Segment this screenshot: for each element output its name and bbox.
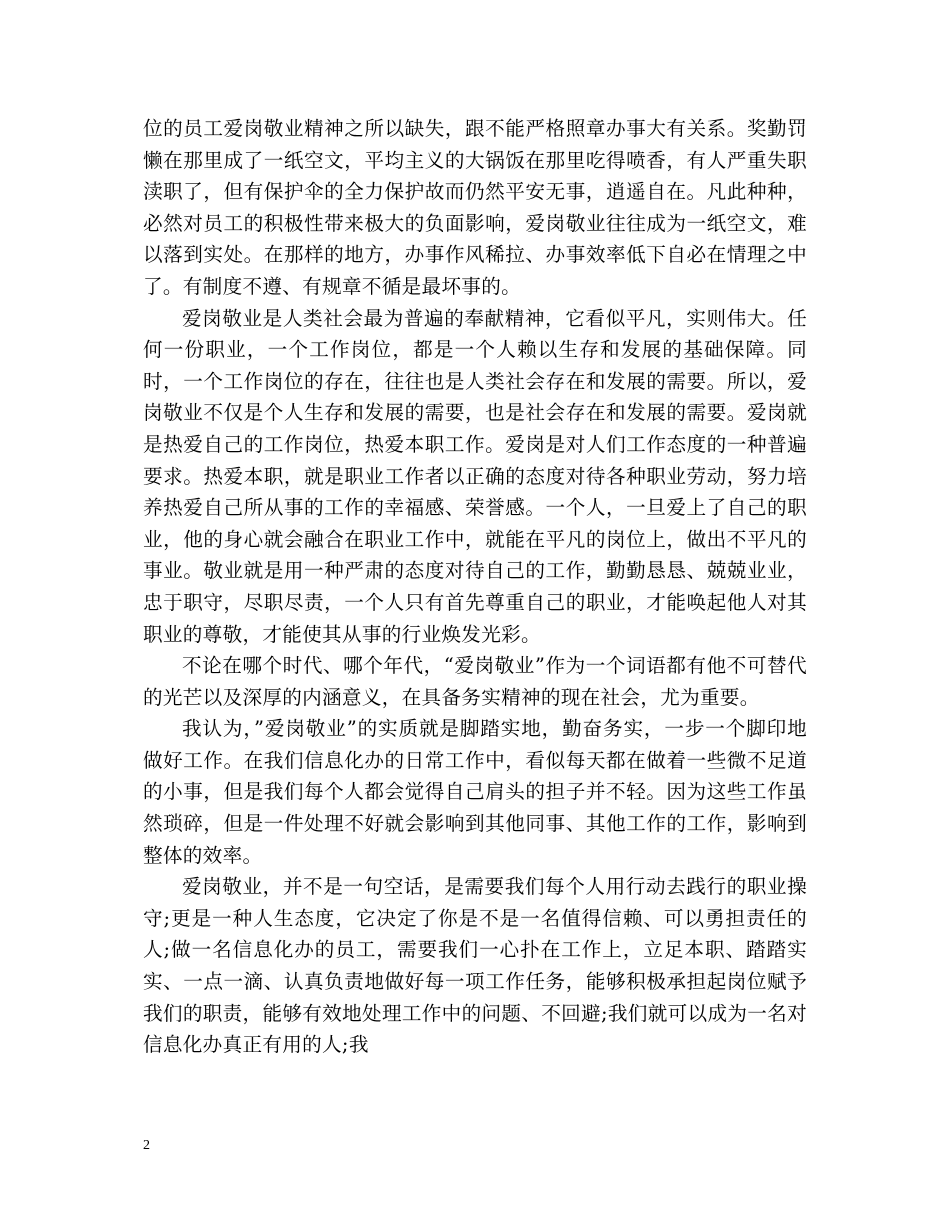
page-number: 2 <box>143 1138 150 1153</box>
paragraph-2: 爱岗敬业是人类社会最为普遍的奉献精神，它看似平凡，实则伟大。任何一份职业，一个工作岗位，都是一个人赖以生存和发展的基础保障。同时，一个工作岗位的存在，往往也是人类社会存在和发展的需要。所以，爱岗敬业不仅是个人生存和发展的需要，也是社会存在和发展的需要。爱岗就是热爱自己的工作岗位，热爱本职工作。爱岗是对人们工作态度的一种普遍要求。热爱本职，就是职业工作者以正确的态度对待各种职业劳动，努力培养热爱自己所从事的工作的幸福感、荣誉感。一个人，一旦爱上了自己的职业，他的身心就会融合在职业工作中，就能在平凡的岗位上，做出不平凡的事业。敬业就是用一种严肃的态度对待自己的工作，勤勤恳恳、兢兢业业，忠于职守，尽职尽责，一个人只有首先尊重自己的职业，才能唤起他人对其职业的尊敬，才能使其从事的行业焕发光彩。 <box>143 306 807 646</box>
document-body <box>143 113 807 1061</box>
paragraph-3: 不论在哪个时代、哪个年代，“爱岗敬业”作为一个词语都有他不可替代的光芒以及深厚的内涵意义，在具备务实精神的现在社会，尤为重要。 <box>143 654 807 709</box>
paragraph-4: 我认为，”爱岗敬业”的实质就是脚踏实地，勤奋务实，一步一个脚印地做好工作。在我们信息化办的日常工作中，看似每天都在做着一些微不足道的小事，但是我们每个人都会觉得自己肩头的担子并不轻。因为这些工作虽然琐碎，但是一件处理不好就会影响到其他同事、其他工作的工作，影响到整体的效率。 <box>143 717 807 867</box>
paragraph-5: 爱岗敬业，并不是一句空话，是需要我们每个人用行动去践行的职业操守;更是一种人生态度，它决定了你是不是一名值得信赖、可以勇担责任的人;做一名信息化办的员工，需要我们一心扑在工作上，立足本职、踏踏实实、一点一滴、认真负责地做好每一项工作任务，能够积极承担起岗位赋予我们的职责，能够有效地处理工作中的问题、不回避;我们就可以成为一名对信息化办真正有用的人;我 <box>143 875 807 1057</box>
paragraph-1: 位的员工爱岗敬业精神之所以缺失，跟不能严格照章办事大有关系。奖勤罚懒在那里成了一纸空文，平均主义的大锅饭在那里吃得喷香，有人严重失职渎职了，但有保护伞的全力保护故而仍然平安无事，逍遥自在。凡此种种，必然对员工的积极性带来极大的负面影响，爱岗敬业往往成为一纸空文，难以落到实处。在那样的地方，办事作风稀拉、办事效率低下自必在情理之中了。有制度不遵、有规章不循是最坏事的。 <box>143 117 807 298</box>
